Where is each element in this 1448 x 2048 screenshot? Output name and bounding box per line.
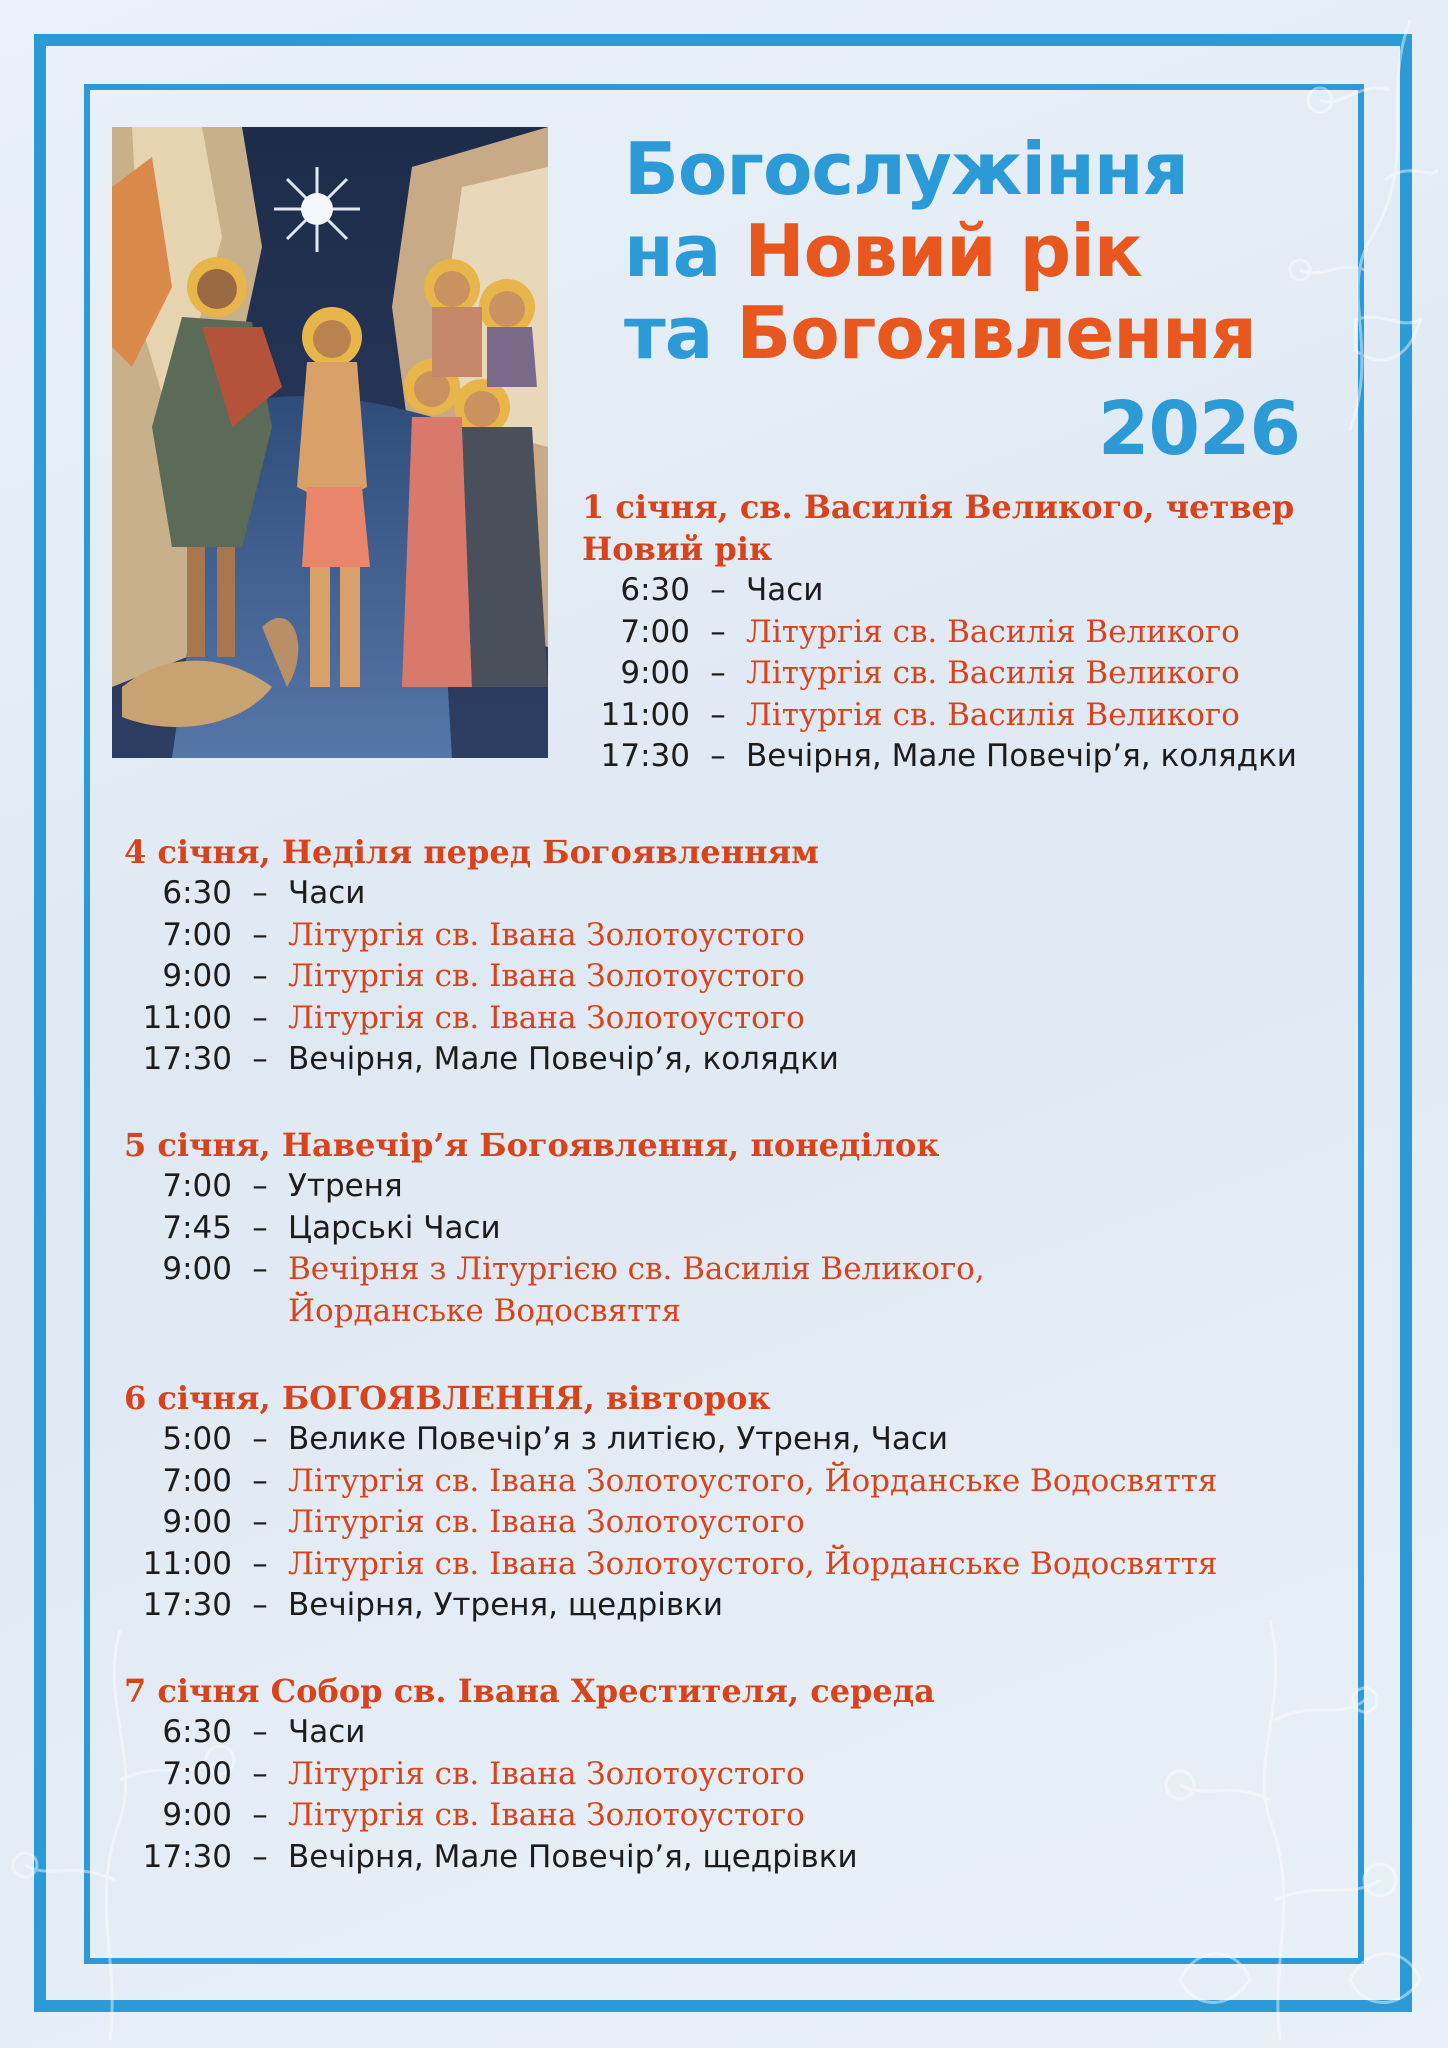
schedule-row — [124, 915, 839, 957]
schedule-row — [124, 1837, 935, 1879]
service-name: Часи — [288, 1714, 366, 1750]
service-time: 5:00 — [162, 1421, 232, 1457]
baptism-icon — [112, 127, 548, 758]
time-separator: – — [252, 1587, 268, 1623]
service-time: 9:00 — [162, 958, 232, 994]
day-heading: 5 січня, Навечір’я Богоявлення, понеділок — [124, 1126, 940, 1164]
service-name: Йорданське Водосвяття — [288, 1292, 682, 1329]
service-name: Літургія св. Івана Золотоустого — [288, 1504, 805, 1540]
time-separator: – — [252, 1421, 268, 1457]
time-separator: – — [710, 696, 726, 733]
service-time: 11:00 — [142, 1545, 232, 1582]
day-subheading: Новий рік — [582, 530, 773, 568]
schedule-row — [124, 998, 839, 1040]
time-separator: – — [252, 1504, 268, 1540]
time-separator: – — [710, 613, 726, 650]
schedule-row — [124, 1795, 935, 1837]
time-separator: – — [252, 1545, 268, 1582]
service-name: Велике Повечір’я з литією, Утреня, Часи — [288, 1421, 949, 1457]
time-separator: – — [710, 655, 726, 691]
service-name: Часи — [746, 572, 824, 608]
service-name: Вечірня, Мале Повечір’я, колядки — [288, 1041, 839, 1077]
service-time: 7:00 — [162, 1462, 232, 1499]
schedule-row — [124, 1166, 985, 1208]
service-name: Літургія св. Івана Золотоустого — [288, 1755, 805, 1792]
service-time: 17:30 — [142, 1838, 232, 1875]
time-separator: – — [252, 958, 268, 994]
schedule-row — [124, 1754, 935, 1796]
service-time: 6:30 — [620, 572, 690, 608]
service-time: 17:30 — [142, 1587, 232, 1623]
service-name: Літургія св. Івана Золотоустого — [288, 916, 805, 953]
service-name: Літургія св. Василія Великого — [746, 696, 1240, 733]
schedule-row — [124, 1461, 1217, 1503]
schedule-row — [124, 1208, 985, 1250]
schedule-row — [582, 570, 1297, 612]
time-separator: – — [252, 1168, 268, 1204]
schedule-row — [124, 1585, 1217, 1627]
service-name: Літургія св. Василія Великого — [746, 613, 1240, 650]
service-time: 7:00 — [162, 1168, 232, 1204]
service-name: Царські Часи — [288, 1209, 501, 1246]
time-separator: – — [252, 1041, 268, 1077]
time-separator: – — [252, 1838, 268, 1875]
day-heading: 6 січня, БОГОЯВЛЕННЯ, вівторок — [124, 1379, 771, 1417]
day-heading: 4 січня, Неділя перед Богоявленням — [124, 833, 819, 871]
time-separator: – — [252, 1209, 268, 1246]
schedule-row — [124, 1419, 1217, 1461]
service-time: 17:30 — [142, 1041, 232, 1077]
time-separator: – — [710, 572, 726, 608]
day-block-jan-4 — [124, 831, 839, 1081]
day-block-jan-5 — [124, 1124, 985, 1332]
service-time: 11:00 — [142, 999, 232, 1036]
service-name: Вечірня, Мале Повечір’я, колядки — [746, 738, 1297, 774]
day-block-jan-7 — [124, 1670, 935, 1878]
service-time: 9:00 — [162, 1251, 232, 1287]
day-block-jan-6 — [124, 1377, 1217, 1627]
title-line-3-prefix: та — [624, 291, 713, 375]
schedule-row — [582, 653, 1297, 695]
service-name: Літургія св. Василія Великого — [746, 655, 1240, 691]
schedule-row — [124, 1249, 985, 1291]
service-name: Літургія св. Івана Золотоустого, Йорданське Водосвяття — [288, 1462, 1218, 1499]
service-name: Літургія св. Івана Золотоустого — [288, 1797, 805, 1833]
service-name: Літургія св. Івана Золотоустого — [288, 958, 805, 994]
day-heading: 7 січня Собор св. Івана Хрестителя, середа — [124, 1672, 935, 1710]
schedule-row — [124, 1502, 1217, 1544]
service-name: Літургія св. Івана Золотоустого — [288, 999, 805, 1036]
service-time: 6:30 — [162, 1714, 232, 1750]
service-time: 7:00 — [620, 613, 690, 650]
service-time: 9:00 — [620, 655, 690, 691]
service-time: 7:00 — [162, 1755, 232, 1792]
service-time: 11:00 — [600, 696, 690, 733]
title-line-2-main: Новий рік — [744, 209, 1142, 293]
day-heading: 1 січня, св. Василія Великого, четвер — [582, 488, 1295, 526]
floral-decoration-bottom-right — [1120, 1600, 1440, 2040]
time-separator: – — [252, 1714, 268, 1750]
title-year: 2026 — [1098, 386, 1300, 472]
schedule-row — [124, 1291, 985, 1333]
schedule-row — [124, 1712, 935, 1754]
schedule-row — [124, 956, 839, 998]
schedule-row — [124, 1544, 1217, 1586]
service-time: 7:45 — [162, 1209, 232, 1246]
schedule-row — [124, 873, 839, 915]
title-line-1: Богослужіння — [624, 127, 1188, 211]
time-separator: – — [252, 1755, 268, 1792]
time-separator: – — [252, 1797, 268, 1833]
title-line-3-main: Богоявлення — [736, 291, 1256, 375]
service-name: Вечірня, Мале Повечір’я, щедрівки — [288, 1838, 858, 1875]
time-separator: – — [252, 999, 268, 1036]
schedule-row — [124, 1039, 839, 1081]
title-line-2-prefix: на — [624, 209, 721, 293]
page-title — [624, 128, 1364, 374]
schedule-row — [582, 612, 1297, 654]
time-separator: – — [710, 738, 726, 774]
service-name: Вечірня, Утреня, щедрівки — [288, 1587, 724, 1623]
day-block-jan-1 — [582, 486, 1297, 778]
time-separator: – — [252, 916, 268, 953]
service-time: 6:30 — [162, 875, 232, 911]
time-separator: – — [252, 875, 268, 911]
service-name: Літургія св. Івана Золотоустого, Йорданське Водосвяття — [288, 1545, 1218, 1582]
service-time: 9:00 — [162, 1504, 232, 1540]
service-time: 7:00 — [162, 916, 232, 953]
schedule-row — [582, 736, 1297, 778]
schedule-row — [582, 695, 1297, 737]
service-name: Вечірня з Літургією св. Василія Великого, — [288, 1251, 985, 1287]
service-time: 17:30 — [600, 738, 690, 774]
time-separator: – — [252, 1462, 268, 1499]
baptism-icon-painting — [112, 127, 548, 758]
service-name: Утреня — [288, 1168, 403, 1204]
service-time: 9:00 — [162, 1797, 232, 1833]
service-name: Часи — [288, 875, 366, 911]
time-separator: – — [252, 1251, 268, 1287]
